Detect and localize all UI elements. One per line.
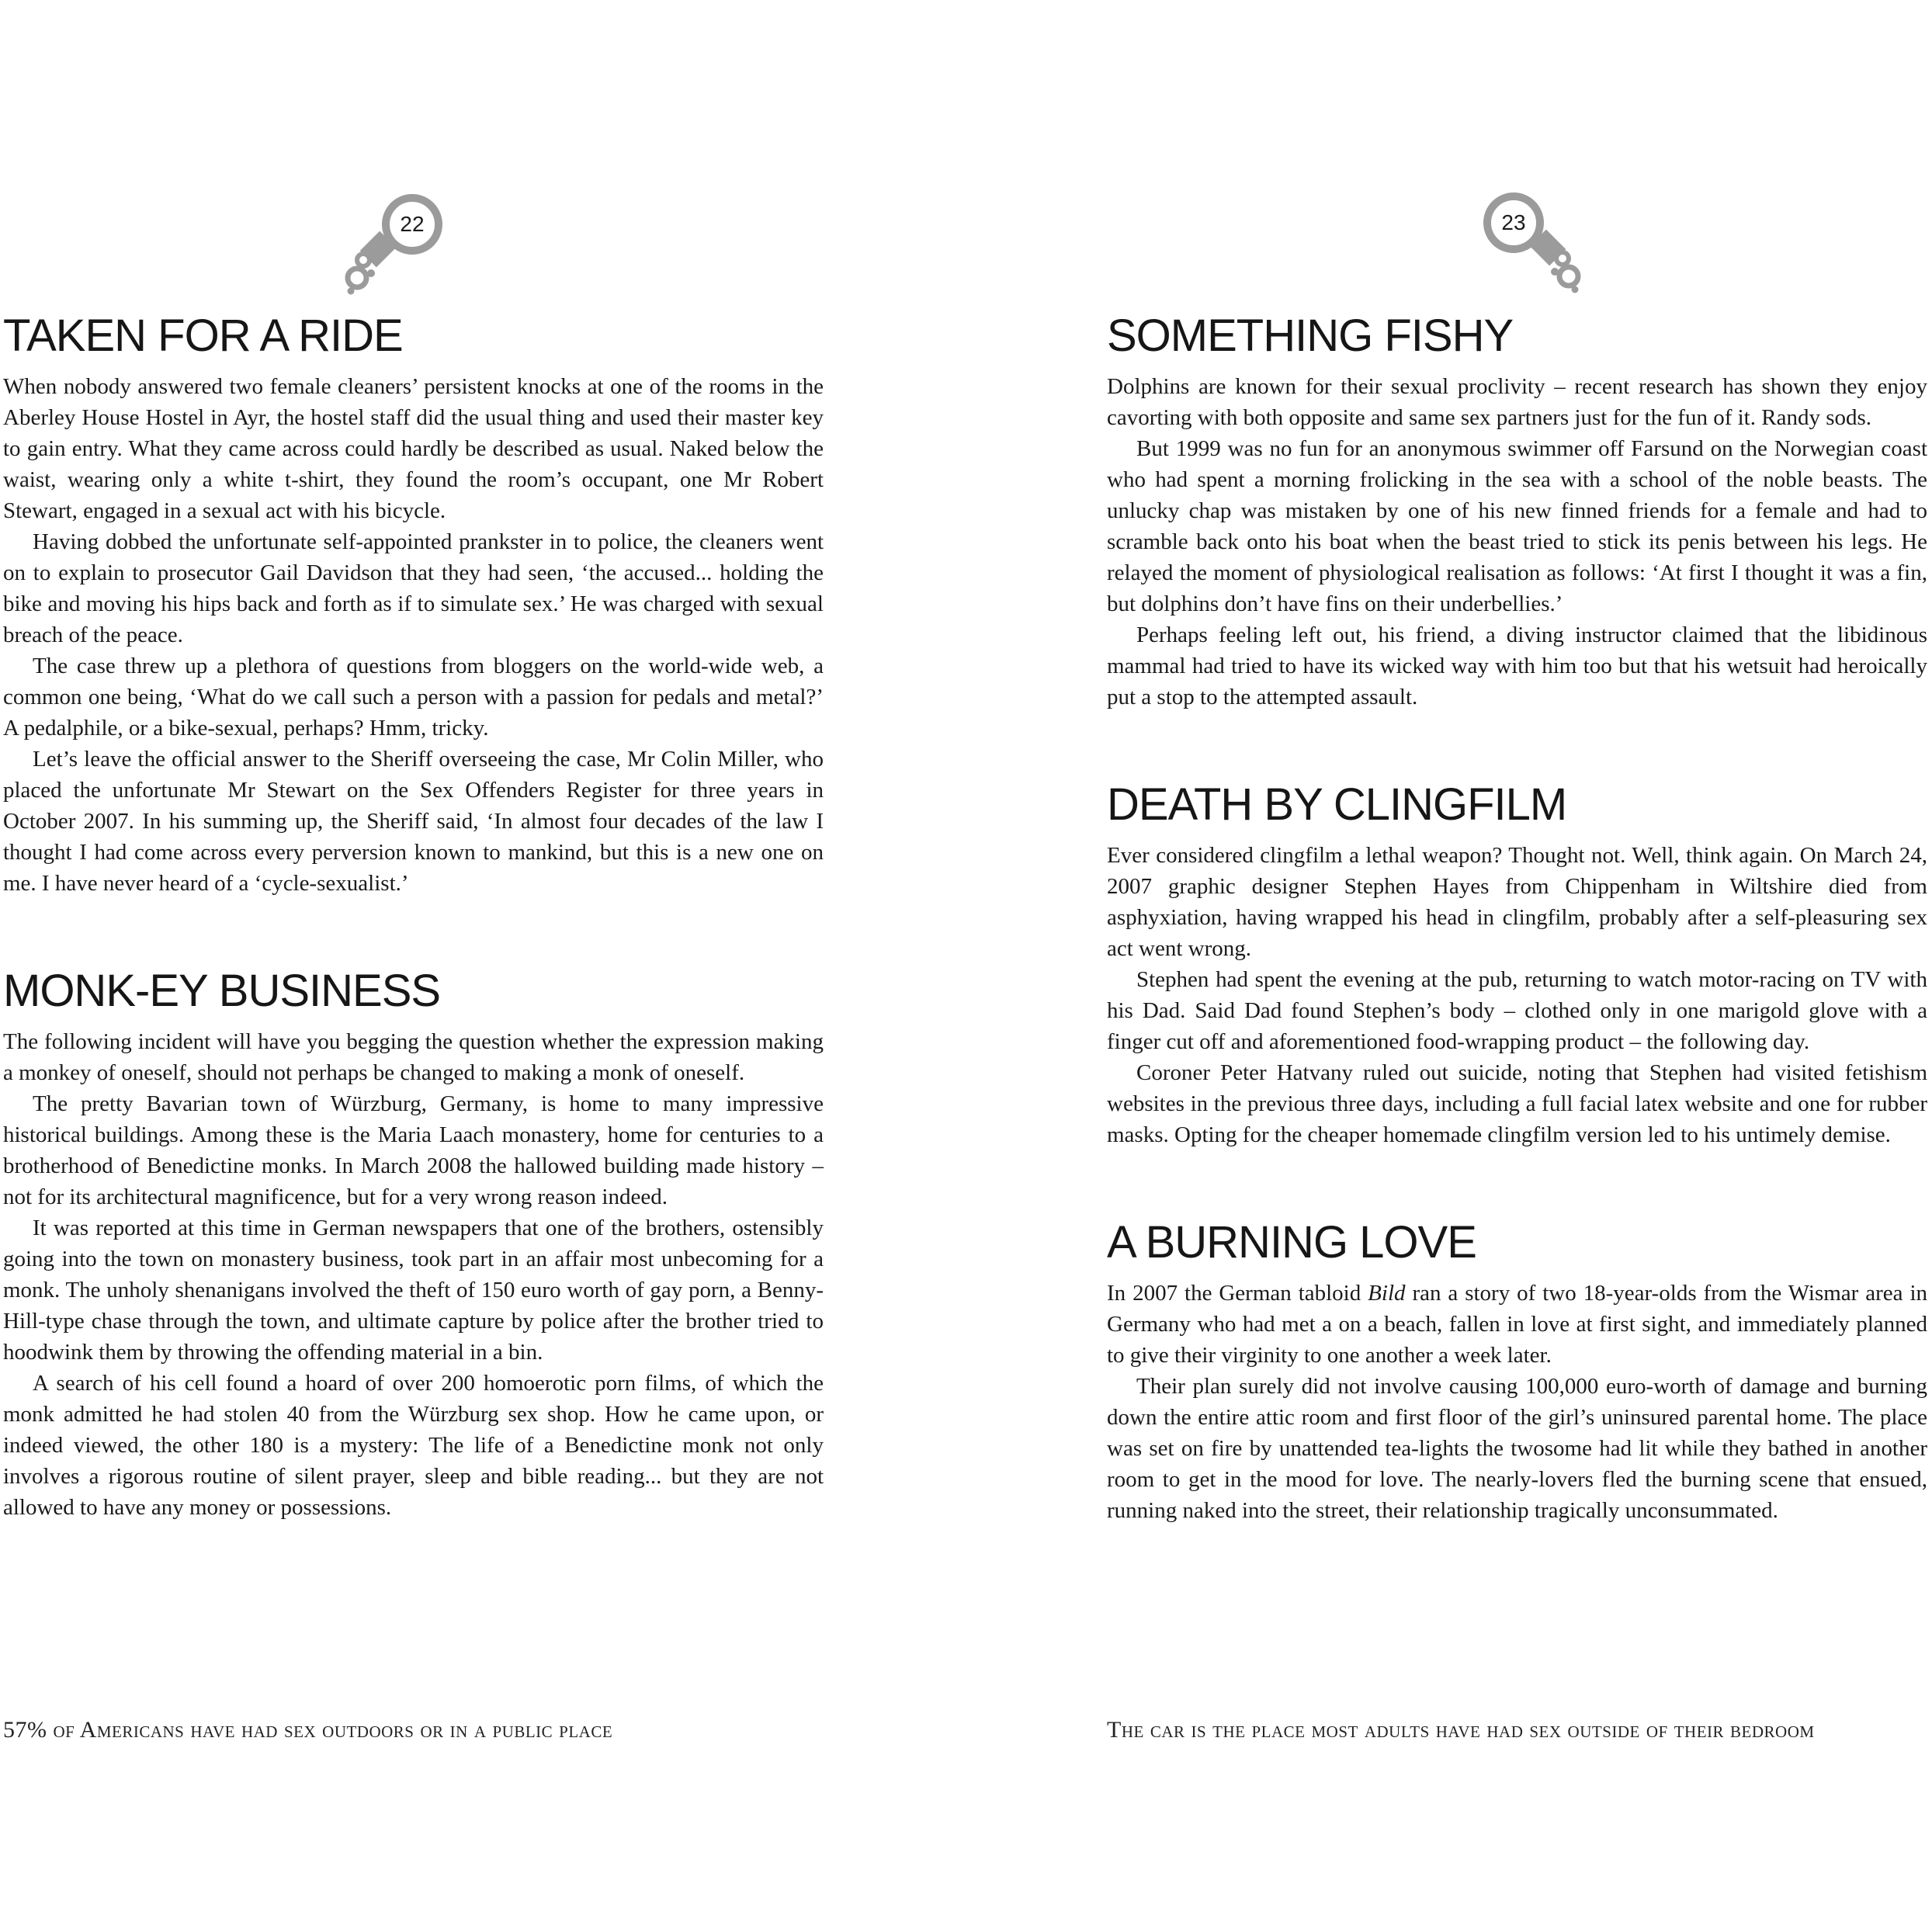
body-paragraph: The pretty Bavarian town of Würzburg, Germany, is home to many impressive historical buildings. Among these is the Maria Laach monastery, home for centuries to a brotherhood of Benedictine monks. In March 2008 the hallowed building made history – not for its architectural magnificence, but for a very wrong reason indeed. — [3, 1091, 824, 1209]
body-paragraph: In 2007 the German tabloid Bild ran a story of two 18-year-olds from the Wismar area in Germany who had met a on a beach, fallen in love at first sight, and immediately planned to give their virginity to one another a week later. — [1107, 1281, 1927, 1368]
section-heading: DEATH BY CLINGFILM — [1107, 779, 1567, 830]
section-heading: MONK-EY BUSINESS — [3, 966, 441, 1016]
body-paragraph: Coroner Peter Hatvany ruled out suicide, noting that Stephen had visited fetishism websites in the previous three days, including a full facial latex website and one for rubber masks. Opting for the cheaper homemade clingfilm version led to his untimely demise. — [1107, 1060, 1927, 1147]
body-paragraph: It was reported at this time in German newspapers that one of the brothers, ostensibly going into the town on monastery business, took part in an affair most unbecoming for a monk. The unholy shenanigans involved the theft of 150 euro worth of gay porn, a Benny-Hill-type chase through the town, and ultimate capture by police after the brother tried to hoodwink them by throwing the offending material in a bin. — [3, 1216, 824, 1365]
article-section — [3, 312, 824, 899]
body-paragraph: Their plan surely did not involve causing 100,000 euro-worth of damage and burning down the entire attic room and first floor of the girl’s uninsured parental home. The place was set on fire by unattended tea-lights the twosome had lit while they bathed in another room to get in the mood for love. The nearly-lovers fled the burning scene that ensued, running naked into the street, their relationship tragically unconsummated. — [1107, 1374, 1927, 1523]
article-section — [1107, 1219, 1927, 1526]
body-paragraph: But 1999 was no fun for an anonymous swimmer off Farsund on the Norwegian coast who had spent a morning frolicking in the sea with a school of the noble beasts. The unlucky chap was mistaken by one of his new finned friends for a female and had to scramble back onto his boat when the beast tried to stick its penis between his legs. He relayed the moment of physiological realisation as follows: ‘At first I thought it was a fin, but dolphins don’t have fins on their underbellies.’ — [1107, 436, 1927, 616]
handcuff-icon — [338, 181, 462, 305]
section-heading: A BURNING LOVE — [1107, 1217, 1476, 1268]
body-paragraph: Let’s leave the official answer to the Sheriff overseeing the case, Mr Colin Miller, who placed the unfortunate Mr Stewart on the Sex Offenders Register for three years in October 2007. In his summing up, the Sheriff said, ‘In almost four decades of the law I thought I had come across every perversion known to mankind, but this is a new one on me. I have never heard of a ‘cycle-sexualist.’ — [3, 747, 824, 896]
body-paragraph: Ever considered clingfilm a lethal weapon? Thought not. Well, think again. On March 24, 2007 graphic designer Stephen Hayes from Chippenham in Wiltshire died from asphyxiation, having wrapped his head in clingfilm, probably after a self-pleasuring sex act went wrong. — [1107, 843, 1927, 961]
page-column-right — [1107, 312, 1927, 1526]
article-section — [3, 967, 824, 1523]
body-paragraph: The following incident will have you begging the question whether the expression making a monkey of oneself, should not perhaps be changed to making a monk of oneself. — [3, 1029, 824, 1085]
section-heading: TAKEN FOR A RIDE — [3, 310, 403, 361]
page-footer: The car is the place most adults have had sex outside of their bedroom — [1107, 1717, 1815, 1743]
body-paragraph: When nobody answered two female cleaners’ persistent knocks at one of the rooms in the Aberley House Hostel in Ayr, the hostel staff did the usual thing and used their master key to gain entry. What they came across could hardly be described as usual. Naked below the waist, wearing only a white t-shirt, they found the room’s occupant, one Mr Robert Stewart, engaged in a sexual act with his bicycle. — [3, 374, 824, 523]
body-paragraph: Stephen had spent the evening at the pub, returning to watch motor-racing on TV with his Dad. Said Dad found Stephen’s body – clothed only in one marigold glove with a finger cut off and aforementioned food-wrapping product – the following day. — [1107, 967, 1927, 1054]
page-number: 22 — [400, 212, 425, 236]
body-paragraph: Having dobbed the unfortunate self-appointed prankster in to police, the cleaners went on to explain to prosecutor Gail Davidson that they had seen, ‘the accused... holding the bike and moving his hips back and forth as if to simulate sex.’ He was charged with sexual breach of the peace. — [3, 529, 824, 647]
body-paragraph: A search of his cell found a hoard of over 200 homoerotic porn films, of which the monk admitted he had stolen 40 from the Würzburg sex shop. How he came upon, or indeed viewed, the other 180 is a mystery: The life of a Benedictine monk not only involves a rigorous routine of silent prayer, sleep and bible reading... but they are not allowed to have any money or possessions. — [3, 1371, 824, 1520]
handcuff-icon — [1464, 179, 1588, 304]
page-number-badge — [338, 181, 462, 305]
body-paragraph: Dolphins are known for their sexual proclivity – recent research has shown they enjoy cavorting with both opposite and same sex partners just for the fun of it. Randy sods. — [1107, 374, 1927, 430]
body-paragraph: Perhaps feeling left out, his friend, a diving instructor claimed that the libidinous mammal had tried to have its wicked way with him too but that his wetsuit had heroically put a stop to the attempted assault. — [1107, 623, 1927, 709]
article-section — [1107, 781, 1927, 1150]
page-number: 23 — [1501, 210, 1526, 234]
body-paragraph: The case threw up a plethora of questions from bloggers on the world-wide web, a common one being, ‘What do we call such a person with a passion for pedals and metal?’ A pedalphile, or a bike-sexual, perhaps? Hmm, tricky. — [3, 654, 824, 741]
page-footer: 57% of Americans have had sex outdoors or in a public place — [3, 1717, 613, 1743]
page-number-badge — [1464, 179, 1588, 304]
section-heading: SOMETHING FISHY — [1107, 310, 1514, 361]
page-column-left — [3, 312, 824, 1523]
article-section — [1107, 312, 1927, 713]
